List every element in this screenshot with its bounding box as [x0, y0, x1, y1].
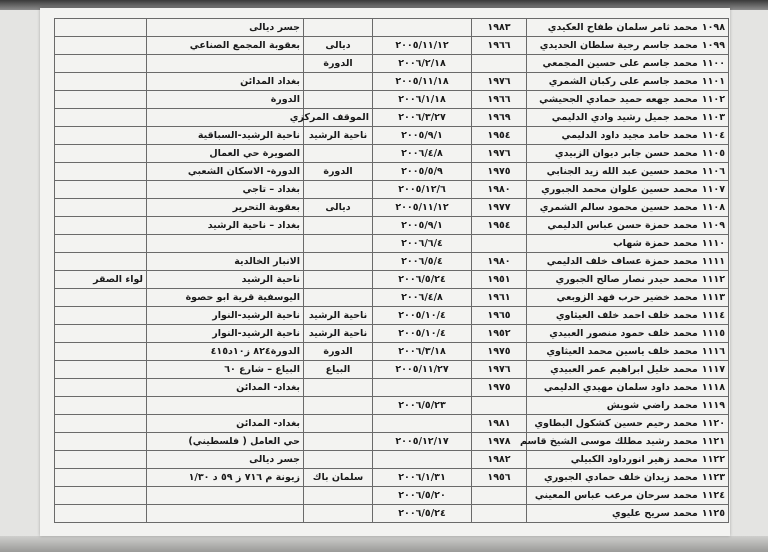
- birth-year-cell: ١٩٧٧: [472, 199, 527, 217]
- address-cell: [147, 55, 304, 73]
- table-row: [55, 109, 729, 127]
- table-row: [55, 145, 729, 163]
- birth-year-cell: [472, 235, 527, 253]
- address-cell: [147, 505, 304, 523]
- table-row: [55, 325, 729, 343]
- note-cell: [55, 343, 147, 361]
- address-cell: ناحية الرشيد-النوار: [147, 325, 304, 343]
- area-cell: الموقف المركزي: [304, 109, 373, 127]
- note-cell: [55, 469, 147, 487]
- person-name: محمد حمزة حسن عباس الدليمي: [547, 220, 698, 231]
- name-cell: [527, 73, 729, 91]
- date-cell: ٢٠٠٥/١١/١٢: [373, 199, 472, 217]
- date-cell: ٢٠٠٥/١١/١٢: [373, 37, 472, 55]
- area-cell: سلمان باك: [304, 469, 373, 487]
- birth-year-cell: ١٩٥١: [472, 271, 527, 289]
- note-cell: [55, 505, 147, 523]
- area-cell: [304, 397, 373, 415]
- note-cell: [55, 433, 147, 451]
- date-cell: ٢٠٠٦/٤/٨: [373, 289, 472, 307]
- person-name: محمد راضي شويش: [606, 400, 698, 411]
- address-cell: ناحية الرشيد: [147, 271, 304, 289]
- row-number: ١١٢٤: [701, 490, 725, 501]
- address-cell: بغداد – ناحية الرشيد: [147, 217, 304, 235]
- table-row: [55, 91, 729, 109]
- area-cell: [304, 91, 373, 109]
- table-row: [55, 199, 729, 217]
- date-cell: ٢٠٠٦/٥/٤: [373, 253, 472, 271]
- address-cell: الدورة- الاسكان الشعبي: [147, 163, 304, 181]
- date-cell: ٢٠٠٦/٥/٢٤: [373, 271, 472, 289]
- table-row: [55, 487, 729, 505]
- table-row: [55, 253, 729, 271]
- person-name: محمد خلف احمد خلف العيثاوي: [555, 310, 698, 321]
- date-cell: ٢٠٠٥/١١/١٨: [373, 73, 472, 91]
- row-number: ١١٠٦: [701, 166, 725, 177]
- address-cell: جسر ديالى: [147, 451, 304, 469]
- note-cell: [55, 199, 147, 217]
- date-cell: ٢٠٠٥/٩/١: [373, 127, 472, 145]
- birth-year-cell: ١٩٧٥: [472, 163, 527, 181]
- address-cell: بغداد المدائن: [147, 73, 304, 91]
- area-cell: الدورة: [304, 343, 373, 361]
- area-cell: ديالى: [304, 37, 373, 55]
- row-number: ١١١٩: [701, 400, 725, 411]
- note-cell: [55, 91, 147, 109]
- address-cell: الدورة٨٢٤ ز١٠د٤١٥: [147, 343, 304, 361]
- address-cell: ناحية الرشيد-النوار: [147, 307, 304, 325]
- row-number: ١١٠٨: [701, 202, 725, 213]
- person-name: محمد رشيد مطلك موسى الشيخ قاسم: [520, 436, 698, 447]
- birth-year-cell: ١٩٧٨: [472, 433, 527, 451]
- table-row: [55, 397, 729, 415]
- name-cell: [527, 487, 729, 505]
- birth-year-cell: ١٩٨٣: [472, 19, 527, 37]
- note-cell: [55, 289, 147, 307]
- name-cell: [527, 55, 729, 73]
- row-number: ١١١٦: [701, 346, 725, 357]
- person-name: محمد جهعه حميد حمادي الجحيشي: [539, 94, 698, 105]
- row-number: ١١٢٣: [701, 472, 725, 483]
- name-cell: [527, 145, 729, 163]
- birth-year-cell: ١٩٧٦: [472, 73, 527, 91]
- area-cell: ناحية الرشيد: [304, 325, 373, 343]
- name-cell: [527, 253, 729, 271]
- person-name: محمد حمزة شهاب: [613, 238, 698, 249]
- address-cell: بغداد- المدائن: [147, 379, 304, 397]
- table-row: [55, 433, 729, 451]
- area-cell: [304, 253, 373, 271]
- person-name: محمد خلف ياسين محمد العيثاوي: [546, 346, 698, 357]
- name-cell: [527, 451, 729, 469]
- birth-year-cell: ١٩٨١: [472, 415, 527, 433]
- address-cell: [147, 397, 304, 415]
- address-cell: بغداد- المدائن: [147, 415, 304, 433]
- records-table-body: [55, 19, 729, 523]
- date-cell: ٢٠٠٦/٢/١٨: [373, 55, 472, 73]
- note-cell: [55, 361, 147, 379]
- birth-year-cell: [472, 397, 527, 415]
- date-cell: ٢٠٠٥/١٠/٤: [373, 307, 472, 325]
- birth-year-cell: [472, 55, 527, 73]
- name-cell: [527, 325, 729, 343]
- name-cell: [527, 163, 729, 181]
- table-row: [55, 307, 729, 325]
- person-name: محمد جاسم رجية سلطان الحديدي: [539, 40, 698, 51]
- area-cell: [304, 235, 373, 253]
- name-cell: [527, 307, 729, 325]
- person-name: محمد جاسم على ركبان الشمري: [548, 76, 698, 87]
- date-cell: ٢٠٠٥/٩/١: [373, 217, 472, 235]
- note-cell: [55, 451, 147, 469]
- name-cell: [527, 37, 729, 55]
- birth-year-cell: ١٩٧٥: [472, 379, 527, 397]
- birth-year-cell: [472, 487, 527, 505]
- name-cell: [520, 433, 729, 451]
- row-number: ١١١٣: [701, 292, 725, 303]
- person-name: محمد ثامر سلمان طفاح العكيدي: [547, 22, 698, 33]
- note-cell: [55, 55, 147, 73]
- person-name: محمد حسن جابر ديوان الزبيدي: [554, 148, 698, 159]
- table-row: [55, 289, 729, 307]
- birth-year-cell: ١٩٥٦: [472, 469, 527, 487]
- birth-year-cell: ١٩٧٥: [472, 343, 527, 361]
- address-cell: بعقوبة المجمع الصناعي: [147, 37, 304, 55]
- row-number: ١١٠٢: [701, 94, 725, 105]
- name-cell: [527, 397, 729, 415]
- person-name: محمد حسين محمود سالم الشمري: [539, 202, 698, 213]
- person-name: محمد داود سلمان مهيدي الدليمي: [543, 382, 698, 393]
- scanner-bottom-edge: [0, 536, 768, 552]
- area-cell: [304, 181, 373, 199]
- birth-year-cell: ١٩٦٥: [472, 307, 527, 325]
- note-cell: [55, 235, 147, 253]
- row-number: ١١٠٩: [701, 220, 725, 231]
- date-cell: [373, 451, 472, 469]
- note-cell: [55, 253, 147, 271]
- date-cell: ٢٠٠٥/١١/٢٧: [373, 361, 472, 379]
- area-cell: [304, 271, 373, 289]
- name-cell: [527, 199, 729, 217]
- person-name: محمد حسين علوان محمد الجبوري: [541, 184, 698, 195]
- date-cell: ٢٠٠٦/٥/٢٠: [373, 487, 472, 505]
- row-number: ١١٢٠: [701, 418, 725, 429]
- area-cell: [304, 487, 373, 505]
- name-cell: [527, 415, 729, 433]
- row-number: ١١١٤: [701, 310, 725, 321]
- birth-year-cell: ١٩٥٤: [472, 217, 527, 235]
- name-cell: [527, 19, 729, 37]
- area-cell: [304, 217, 373, 235]
- birth-year-cell: ١٩٥٤: [472, 127, 527, 145]
- row-number: ١١١٢: [701, 274, 725, 285]
- row-number: ١١٠٠: [701, 58, 725, 69]
- person-name: محمد زهير انورداود الكبيلي: [570, 454, 698, 465]
- table-row: [55, 181, 729, 199]
- note-cell: [55, 127, 147, 145]
- row-number: ١١٠٣: [701, 112, 725, 123]
- area-cell: [304, 505, 373, 523]
- address-cell: ناحية الرشيد-السباقية: [147, 127, 304, 145]
- address-cell: بعقوبة التحرير: [147, 199, 304, 217]
- date-cell: [373, 415, 472, 433]
- table-row: [55, 271, 729, 289]
- birth-year-cell: ١٩٦٩: [472, 109, 527, 127]
- note-cell: [55, 307, 147, 325]
- note-cell: [55, 73, 147, 91]
- row-number: ١١١١: [701, 256, 725, 267]
- table-row: [55, 19, 729, 37]
- person-name: محمد رحيم حسين كشكول البطاوي: [534, 418, 698, 429]
- name-cell: [527, 109, 729, 127]
- birth-year-cell: ١٩٨٢: [472, 451, 527, 469]
- address-cell: الانبار الخالدية: [147, 253, 304, 271]
- date-cell: ٢٠٠٥/٥/٩: [373, 163, 472, 181]
- date-cell: ٢٠٠٦/٦/٤: [373, 235, 472, 253]
- date-cell: [373, 19, 472, 37]
- date-cell: ٢٠٠٥/١٠/٤: [373, 325, 472, 343]
- date-cell: ٢٠٠٦/٥/٢٤: [373, 505, 472, 523]
- note-cell: [55, 163, 147, 181]
- person-name: محمد حمزة عساف خلف الدليمي: [546, 256, 698, 267]
- person-name: محمد جميل رشيد وادي الدليمي: [551, 112, 698, 123]
- name-cell: [527, 379, 729, 397]
- date-cell: ٢٠٠٦/٣/١٨: [373, 343, 472, 361]
- date-cell: ٢٠٠٦/٣/٢٧: [373, 109, 472, 127]
- note-cell: [55, 415, 147, 433]
- birth-year-cell: ١٩٦٦: [472, 91, 527, 109]
- person-name: محمد حامد مجيد داود الدليمي: [561, 130, 698, 141]
- records-table: [54, 18, 729, 523]
- date-cell: [373, 379, 472, 397]
- table-row: [55, 343, 729, 361]
- birth-year-cell: ١٩٦١: [472, 289, 527, 307]
- note-cell: [55, 379, 147, 397]
- area-cell: [304, 433, 373, 451]
- area-cell: [304, 289, 373, 307]
- row-number: ١١١٥: [701, 328, 725, 339]
- area-cell: [304, 451, 373, 469]
- person-name: محمد سرحان مرعب عباس المعيني: [534, 490, 698, 501]
- area-cell: [304, 379, 373, 397]
- date-cell: ٢٠٠٥/١٢/٦: [373, 181, 472, 199]
- row-number: ١١٠٤: [701, 130, 725, 141]
- table-row: [55, 505, 729, 523]
- row-number: ١١٠٥: [701, 148, 725, 159]
- table-row: [55, 37, 729, 55]
- birth-year-cell: ١٩٥٢: [472, 325, 527, 343]
- address-cell: [147, 109, 304, 127]
- area-cell: [304, 19, 373, 37]
- address-cell: [147, 487, 304, 505]
- area-cell: ناحية الرشيد: [304, 307, 373, 325]
- person-name: محمد خلف حمود منصور العبيدي: [549, 328, 698, 339]
- name-cell: [527, 127, 729, 145]
- row-number: ١١١٧: [701, 364, 725, 375]
- birth-year-cell: ١٩٦٦: [472, 37, 527, 55]
- address-cell: [147, 235, 304, 253]
- row-number: ١١٢١: [701, 436, 725, 447]
- table-row: [55, 163, 729, 181]
- row-number: ١١١٨: [701, 382, 725, 393]
- person-name: محمد حيدر نصار صالح الجبوري: [555, 274, 698, 285]
- note-cell: [55, 37, 147, 55]
- area-cell: [304, 145, 373, 163]
- document-page: [40, 8, 730, 536]
- person-name: محمد زيدان خلف حمادي الجبوري: [544, 472, 698, 483]
- area-cell: [304, 73, 373, 91]
- name-cell: [527, 505, 729, 523]
- address-cell: بغداد – تاجي: [147, 181, 304, 199]
- name-cell: [527, 361, 729, 379]
- name-cell: [527, 91, 729, 109]
- area-cell: البياع: [304, 361, 373, 379]
- address-cell: جسر ديالى: [147, 19, 304, 37]
- row-number: ١١٠١: [701, 76, 725, 87]
- note-cell: [55, 181, 147, 199]
- name-cell: [527, 469, 729, 487]
- person-name: محمد خضير حرب فهد الزوبعي: [556, 292, 698, 303]
- table-row: [55, 361, 729, 379]
- area-cell: [304, 415, 373, 433]
- address-cell: الصويرة حي العمال: [147, 145, 304, 163]
- row-number: ١١٢٢: [701, 454, 725, 465]
- person-name: محمد جاسم على حسين المجمعي: [542, 58, 698, 69]
- table-row: [55, 73, 729, 91]
- date-cell: ٢٠٠٦/٥/٢٣: [373, 397, 472, 415]
- name-cell: [527, 271, 729, 289]
- address-cell: البياع – شارع ٦٠: [147, 361, 304, 379]
- row-number: ١١١٠: [701, 238, 725, 249]
- row-number: ١١٢٥: [701, 508, 725, 519]
- area-cell: الدورة: [304, 163, 373, 181]
- person-name: محمد خليل ابراهيم عمر العبيدي: [550, 364, 698, 375]
- date-cell: ٢٠٠٥/١٢/١٧: [373, 433, 472, 451]
- birth-year-cell: ١٩٨٠: [472, 253, 527, 271]
- address-cell: زيونة م ٧١٦ ز ٥٩ د ١/٣٠: [147, 469, 304, 487]
- address-cell: حي العامل ( فلسطيني): [147, 433, 304, 451]
- table-row: [55, 217, 729, 235]
- table-row: [55, 379, 729, 397]
- row-number: ١١٠٧: [701, 184, 725, 195]
- person-name: محمد سريح عليوي: [612, 508, 698, 519]
- table-row: [55, 55, 729, 73]
- birth-year-cell: [472, 505, 527, 523]
- name-cell: [527, 289, 729, 307]
- address-cell: الدورة: [147, 91, 304, 109]
- birth-year-cell: ١٩٧٦: [472, 145, 527, 163]
- person-name: محمد حسين عبد الله زيد الجنابي: [546, 166, 698, 177]
- note-cell: [55, 217, 147, 235]
- name-cell: [527, 235, 729, 253]
- table-row: [55, 235, 729, 253]
- name-cell: [527, 217, 729, 235]
- name-cell: [527, 343, 729, 361]
- note-cell: [55, 325, 147, 343]
- date-cell: ٢٠٠٦/١/١٨: [373, 91, 472, 109]
- birth-year-cell: ١٩٧٦: [472, 361, 527, 379]
- birth-year-cell: ١٩٨٠: [472, 181, 527, 199]
- table-row: [55, 451, 729, 469]
- area-cell: الدورة: [304, 55, 373, 73]
- name-cell: [527, 181, 729, 199]
- area-cell: ديالى: [304, 199, 373, 217]
- note-cell: لواء الصقر: [55, 271, 147, 289]
- date-cell: ٢٠٠٦/٤/٨: [373, 145, 472, 163]
- note-cell: [55, 19, 147, 37]
- table-row: [55, 127, 729, 145]
- row-number: ١٠٩٩: [701, 40, 725, 51]
- table-row: [55, 469, 729, 487]
- date-cell: ٢٠٠٦/١/٣١: [373, 469, 472, 487]
- row-number: ١٠٩٨: [701, 22, 725, 33]
- note-cell: [55, 109, 147, 127]
- table-row: [55, 415, 729, 433]
- address-cell: اليوسفية قرية ابو حصوة: [147, 289, 304, 307]
- note-cell: [55, 487, 147, 505]
- area-cell: ناحية الرشيد: [304, 127, 373, 145]
- note-cell: [55, 145, 147, 163]
- note-cell: [55, 397, 147, 415]
